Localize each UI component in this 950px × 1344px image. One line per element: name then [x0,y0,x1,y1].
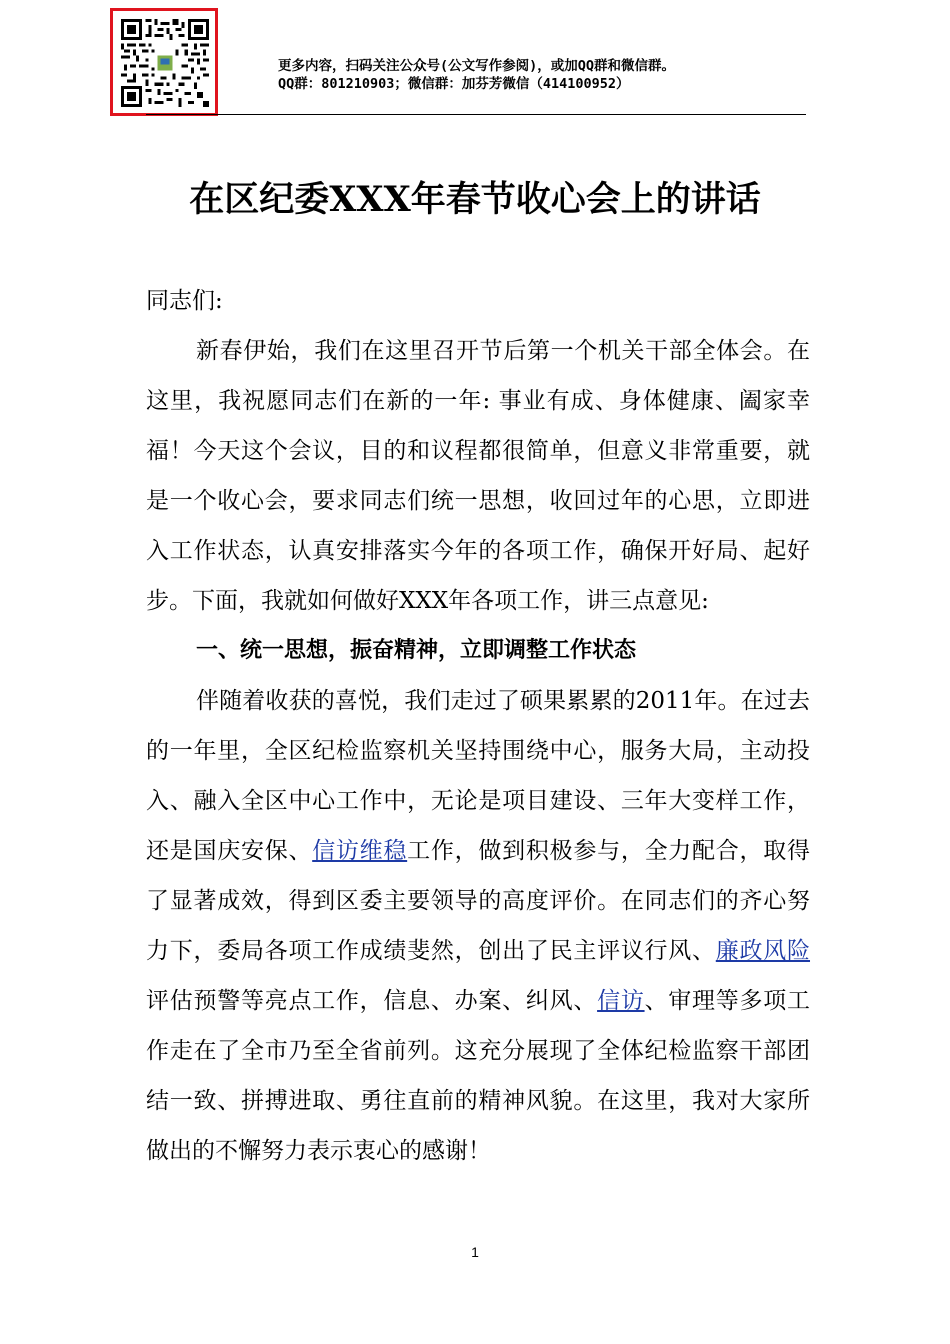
paragraph-2 [146,676,810,1176]
paragraph-2-text-a: 伴随着收获的喜悦，我们走过了硕果累累的2011年。在过去的一年里，全区纪检监察机关坚持围绕中心，服务大局，主动投入、融入全区中心工作中，无论是项目建设、三年大变样工作，还是国庆安保、 [146,688,810,864]
link-lianzheng-fengxian[interactable]: 廉政风险 [715,938,811,964]
section-heading-1: 一、统一思想，振奋精神，立即调整工作状态 [196,638,637,663]
qr-code-icon [121,17,209,109]
paragraph-2-text-c: 评估预警等亮点工作，信息、办案、纠风、 [146,988,598,1014]
header-line-2: QQ群：801210903；微信群：加芬芳微信（414100952） [278,76,630,92]
document-body [146,276,810,1176]
document-title: 在区纪委XXX年春节收心会上的讲话 [189,179,761,220]
header-notice [278,57,838,93]
salutation: 同志们: [146,288,223,314]
paragraph-2-text-d: 、审理等多项工作走在了全市乃至全省前列。这充分展现了全体纪检监察干部团结一致、拼搏进取、勇往直前的精神风貌。在这里，我对大家所做出的不懈努力表示衷心的感谢！ [146,988,811,1164]
link-xinfang[interactable]: 信访 [597,988,645,1014]
header-line-1: 更多内容，扫码关注公众号(公文写作参阅)，或加QQ群和微信群。 [278,58,676,74]
qr-code-frame[interactable] [110,8,218,116]
header-divider [146,114,806,115]
link-xinfang-weiwen[interactable]: 信访维稳 [312,838,408,864]
paragraph-2-text-b: 工作，做到积极参与，全力配合，取得了显著成效，得到区委主要领导的高度评价。在同志们的齐心努力下，委局各项工作成绩斐然，创出了民主评议行风、 [146,838,811,964]
paragraph-1: 新春伊始，我们在这里召开节后第一个机关干部全体会。在这里，我祝愿同志们在新的一年: 事业有成、身体健康、阖家幸福！今天这个会议，目的和议程都很简单，但意义非常重要，就是一个收心会，要求同志们统一思想，收回过年的心思，立即进入工作状态，认真安排落实今年的各项工作，确保开好局、起好步。下面，我就如何做好XXX年各项工作，讲三点意见: [146,338,810,614]
page-number: 1 [471,1244,479,1260]
